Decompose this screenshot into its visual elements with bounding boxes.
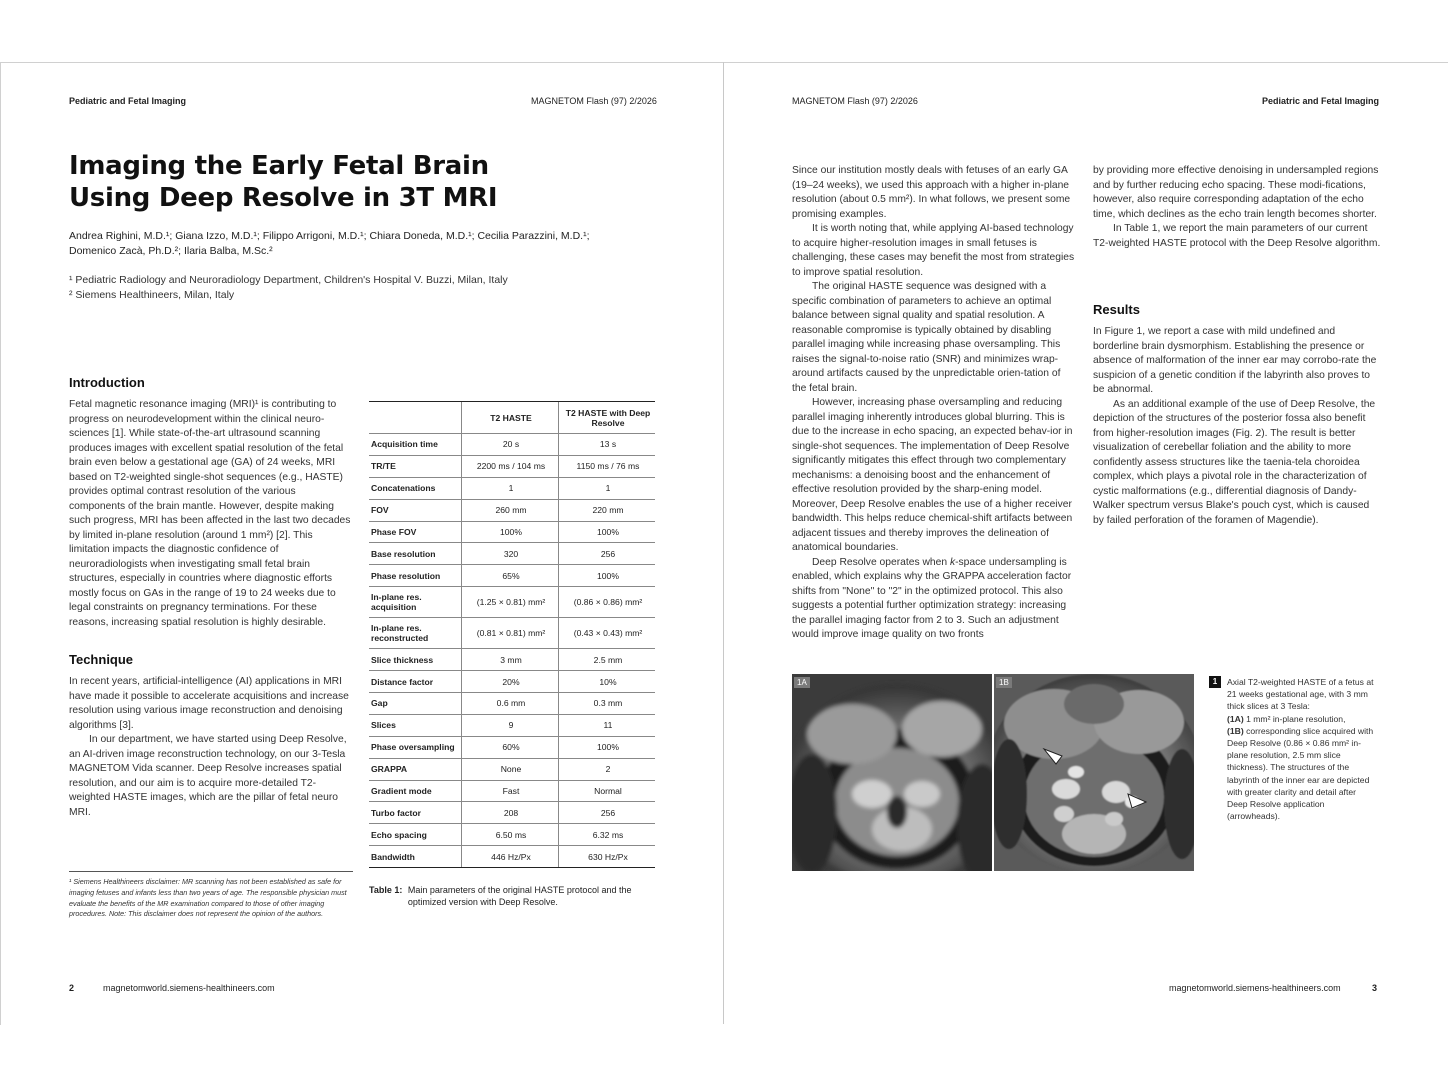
mri-image-1a: [792, 674, 992, 871]
table-row: [369, 714, 655, 736]
table-row-label: Concatenations: [369, 477, 462, 499]
table-row: [369, 543, 655, 565]
technique-paragraph-2: In our department, we have started using Deep Resolve, an AI-driven image reconstruction technology, on our 3-Tesla MAGNETOM Vida scanner. Deep Resolve increases spatial resolution, and our aim is to acquire more-detailed T2-weighted HASTE images, which are the pillar of fetal neuro MRI.: [69, 734, 347, 818]
right-running-section: Pediatric and Fetal Imaging: [1262, 96, 1380, 106]
table-cell-deep-resolve: (0.43 × 0.43) mm²: [559, 618, 656, 649]
figure-caption: Axial T2-weighted HASTE of a fetus at 21 weeks gestational age, with 3 mm thick slices at 3 Tesla: (1A) 1 mm² in-plane resolution, (1B) corresponding slice acquired with Deep Resolve (0.86 × 0.86 mm² in-plane resolution, 2.5 mm slice thickness). The structures of the labyrinth of the inner ear are depicted with greater clarity and detail after Deep Resolve application (arrowheads).: [1227, 677, 1374, 822]
table-cell-deep-resolve: 0.3 mm: [559, 693, 656, 715]
results-paragraph-1: In Figure 1, we report a case with mild undefined and borderline brain dysmorphism. Establishing the presence or absence of malformation of the inner ear may corrobo-rate the suspicion of a genetic condition if the labyrinth also proves to be abnormal.: [1093, 326, 1377, 395]
table-cell-haste: (1.25 × 0.81) mm²: [462, 587, 559, 618]
table-row-label: FOV: [369, 499, 462, 521]
table-corner: [369, 402, 462, 434]
table-cell-haste: 0.6 mm: [462, 693, 559, 715]
table-cell-haste: 60%: [462, 736, 559, 758]
panel-label-1a: 1A: [794, 677, 810, 688]
table-row-label: GRAPPA: [369, 758, 462, 780]
right-website: magnetomworld.siemens-healthineers.com: [1169, 983, 1341, 993]
table-row-label: Echo spacing: [369, 824, 462, 846]
author-list: [69, 229, 669, 259]
technique-body: [69, 675, 354, 820]
table-row: [369, 802, 655, 824]
authors-line-2: Domenico Zacà, Ph.D.²; Ilaria Balba, M.Sc.²: [69, 245, 273, 257]
table-row-label: Slices: [369, 714, 462, 736]
table-row: [369, 618, 655, 649]
col1-paragraph-3: The original HASTE sequence was designed with a specific combination of parameters to achieve an optimal balance between signal quality and spatial resolution. A reasonable compromise is typically obtained by disabling parallel imaging while increasing phase oversampling. This raises the signal-to-noise ratio (SNR) and minimizes wrap-around artifacts caused by the unpredictable orien-tation of the fetal brain.: [792, 281, 1061, 394]
results-paragraph-2: As an additional example of the use of Deep Resolve, the depiction of the structures of the posterior fossa also benefit from higher-resolution images (Fig. 2). The result is better visualization of cerebellar foliation and the ability to more confidently assess structures like the taenia-tela choroidea complex, which plays a pivotal role in the characterization of cystic malformations (e.g., differential diagnosis of Dandy-Walker spectrum versus Blake's pouch cyst, which is caused by failed perforation of the foramen of Magendie).: [1093, 398, 1376, 526]
introduction-body: [69, 398, 354, 630]
introduction-paragraph: Fetal magnetic resonance imaging (MRI)¹ is contributing to progress on neurodevelopment within the clinical neuro-sciences [1]. While state-of-the-art ultrasound scanning produces images with excellent spatial resolution of the fetal brain even below a gestational age (GA) of 24 weeks, MRI based on T2-weighted single-shot sequences (e.g., HASTE) provides optimal contrast resolution of the various components of the brain mantle. However, despite making such progress, MRI has been affected in the last two decades by limited in-plane resolution (around 1 mm²) [2]. This limitation impacts the diagnostic confidence of neuroradiologists when investigating small fetal brain structures, especially in countries where diagnostic efforts mostly focus on GAs in the range of 19 to 24 weeks due to legal constraints on pregnancy terminations. For these reasons, increasing spatial resolution is highly desirable.: [69, 399, 351, 628]
left-page-number: 2: [69, 983, 75, 993]
table-row-label: In-plane res. acquisition: [369, 587, 462, 618]
table-row-label: Phase resolution: [369, 565, 462, 587]
table-cell-deep-resolve: 11: [559, 714, 656, 736]
figure-number-badge: 1: [1209, 676, 1221, 688]
table-cell-deep-resolve: (0.86 × 0.86) mm²: [559, 587, 656, 618]
table-row-label: Phase oversampling: [369, 736, 462, 758]
right-running-issue: MAGNETOM Flash (97) 2/2026: [792, 96, 918, 106]
table-row-label: Slice thickness: [369, 649, 462, 671]
table-row: [369, 780, 655, 802]
table-row: [369, 758, 655, 780]
affiliations: [69, 273, 669, 303]
table-cell-haste: 1: [462, 477, 559, 499]
table-caption-label: Table 1:: [369, 885, 403, 895]
right-page-number: 3: [1372, 983, 1378, 993]
table-row: [369, 477, 655, 499]
table-cell-deep-resolve: 630 Hz/Px: [559, 846, 656, 868]
panel-label-1b: 1B: [996, 677, 1012, 688]
table-cell-haste: 100%: [462, 521, 559, 543]
table-cell-deep-resolve: 1: [559, 477, 656, 499]
table-cell-haste: 260 mm: [462, 499, 559, 521]
left-running-section: Pediatric and Fetal Imaging: [69, 96, 187, 106]
table-row: [369, 846, 655, 868]
table-cell-haste: Fast: [462, 780, 559, 802]
table-cell-deep-resolve: 2.5 mm: [559, 649, 656, 671]
table-cell-deep-resolve: 256: [559, 543, 656, 565]
affiliation-2: ² Siemens Healthineers, Milan, Italy: [69, 289, 235, 301]
table-cell-deep-resolve: 10%: [559, 671, 656, 693]
table-row: [369, 736, 655, 758]
table-row-label: Turbo factor: [369, 802, 462, 824]
table-cell-deep-resolve: 100%: [559, 565, 656, 587]
table-row: [369, 671, 655, 693]
right-column-2: [1093, 164, 1381, 265]
col1-paragraph-1: Since our institution mostly deals with fetuses of an early GA (19–24 weeks), we used this approach with a higher in-plane resolution (about 0.5 mm²). In what follows, we present some promising examples.: [792, 165, 1071, 220]
table-row-label: Distance factor: [369, 671, 462, 693]
table-row: [369, 693, 655, 715]
table-cell-haste: 20%: [462, 671, 559, 693]
table-cell-haste: 3 mm: [462, 649, 559, 671]
title-line-2: Using Deep Resolve in 3T MRI: [69, 183, 498, 213]
table-row: [369, 455, 655, 477]
mri-1b-picture: [994, 674, 1194, 871]
results-heading: Results: [1093, 302, 1140, 317]
table-caption: [369, 884, 654, 908]
table-cell-haste: 65%: [462, 565, 559, 587]
mri-1a-picture: [792, 674, 992, 871]
footnote-rule: [69, 871, 353, 872]
table-row: [369, 434, 655, 456]
col1-paragraph-2: It is worth noting that, while applying AI-based technology to acquire higher-resolution images in small fetuses is challenging, these cases may benefit the most from strategies to improve spatial resolution.: [792, 223, 1075, 278]
table-row-label: Phase FOV: [369, 521, 462, 543]
table-row: [369, 824, 655, 846]
table-row-label: TR/TE: [369, 455, 462, 477]
page-gutter: [723, 62, 724, 1024]
table-header-haste: T2 HASTE: [462, 402, 559, 434]
table-row-label: Gradient mode: [369, 780, 462, 802]
technique-paragraph-1: In recent years, artificial-intelligence (AI) applications in MRI have made it possible to accelerate acquisitions and increase resolution using various image reconstruction and denoising algorithms [3].: [69, 676, 349, 731]
disclaimer-footnote: ¹ Siemens Healthineers disclaimer: MR scanning has not been established as safe for imaging fetuses and infants less than two years of age. The responsible physician must evaluate the benefits of the MR examination compared to those of other imaging procedures. Note: This disclaimer does not represent the opinion of the authors.: [69, 877, 347, 919]
table-cell-deep-resolve: 100%: [559, 736, 656, 758]
results-body: [1093, 325, 1381, 528]
table-cell-deep-resolve: 13 s: [559, 434, 656, 456]
figure-caption-intro: Axial T2-weighted HASTE of a fetus at 21 weeks gestational age, with 3 mm thick slices at 3 Tesla:: [1227, 677, 1374, 712]
mri-image-1b: [994, 674, 1194, 871]
col1-paragraph-5: Deep Resolve operates when k-space undersampling is enabled, which explains why the GRAPPA acceleration factor shifts from "None" to "2" in the optimized protocol. This also suggests a potential further optimization strategy: increasing the parallel imaging factor from 2 to 3. Such an adjustment would improve image quality on two fronts: [792, 556, 1072, 640]
col2-paragraph-1: by providing more effective denoising in undersampled regions and by further reducing echo spacing. These modi-fications, however, also require corresponding adaptation of the echo time, which declines as the echo train length becomes shorter.: [1093, 165, 1379, 220]
table-cell-haste: 208: [462, 802, 559, 824]
table-cell-deep-resolve: 6.32 ms: [559, 824, 656, 846]
left-website: magnetomworld.siemens-healthineers.com: [103, 983, 275, 993]
table-row-label: Acquisition time: [369, 434, 462, 456]
table-row: [369, 499, 655, 521]
parameter-table-wrap: [369, 401, 655, 868]
table-row-label: Gap: [369, 693, 462, 715]
title-line-1: Imaging the Early Fetal Brain: [69, 151, 489, 181]
table-cell-haste: 6.50 ms: [462, 824, 559, 846]
table-cell-haste: 446 Hz/Px: [462, 846, 559, 868]
table-row: [369, 587, 655, 618]
table-row: [369, 565, 655, 587]
table-cell-deep-resolve: 256: [559, 802, 656, 824]
technique-heading: Technique: [69, 652, 134, 667]
table-cell-deep-resolve: 1150 ms / 76 ms: [559, 455, 656, 477]
table-cell-haste: None: [462, 758, 559, 780]
table-row-label: Base resolution: [369, 543, 462, 565]
parameter-table: [369, 401, 655, 868]
table-cell-deep-resolve: 220 mm: [559, 499, 656, 521]
table-row-label: In-plane res. reconstructed: [369, 618, 462, 649]
table-caption-text: Main parameters of the original HASTE protocol and the optimized version with Deep Resolve.: [407, 885, 632, 907]
introduction-heading: Introduction: [69, 375, 145, 390]
article-title: [69, 150, 629, 214]
table-cell-deep-resolve: Normal: [559, 780, 656, 802]
col1-paragraph-4: However, increasing phase oversampling and reducing parallel imaging inherently introduces global blurring. This is due to the increase in echo spacing, an expected behav-ior in single-shot sequences. The implementation of Deep Resolve significantly mitigates this effect through two complementary mechanisms: a denoising boost and the enhancement of effective resolution provided by the sharp-ening model. Moreover, Deep Resolve enables the use of a higher receiver bandwidth. This helps reduce chemical-shift artifacts between adjacent tissues and thereby improves the delineation of anatomical boundaries.: [792, 397, 1073, 553]
table-cell-deep-resolve: 2: [559, 758, 656, 780]
left-running-issue: MAGNETOM Flash (97) 2/2026: [531, 96, 657, 106]
table-row: [369, 649, 655, 671]
right-column-1: [792, 164, 1077, 643]
table-cell-haste: 9: [462, 714, 559, 736]
table-cell-haste: (0.81 × 0.81) mm²: [462, 618, 559, 649]
affiliation-1: ¹ Pediatric Radiology and Neuroradiology Department, Children's Hospital V. Buzzi, Milan, Italy: [69, 274, 508, 286]
col2-paragraph-2: In Table 1, we report the main parameters of our current T2-weighted HASTE protocol with the Deep Resolve algorithm.: [1093, 223, 1381, 249]
table-row-label: Bandwidth: [369, 846, 462, 868]
authors-line-1: Andrea Righini, M.D.¹; Giana Izzo, M.D.¹; Filippo Arrigoni, M.D.¹; Chiara Doneda, M.D.¹; Cecilia Parazzini, M.D.¹;: [69, 230, 590, 242]
table-cell-haste: 20 s: [462, 434, 559, 456]
table-cell-haste: 2200 ms / 104 ms: [462, 455, 559, 477]
table-cell-deep-resolve: 100%: [559, 521, 656, 543]
table-cell-haste: 320: [462, 543, 559, 565]
table-row: [369, 521, 655, 543]
table-header-deep-resolve: T2 HASTE with Deep Resolve: [559, 402, 656, 434]
